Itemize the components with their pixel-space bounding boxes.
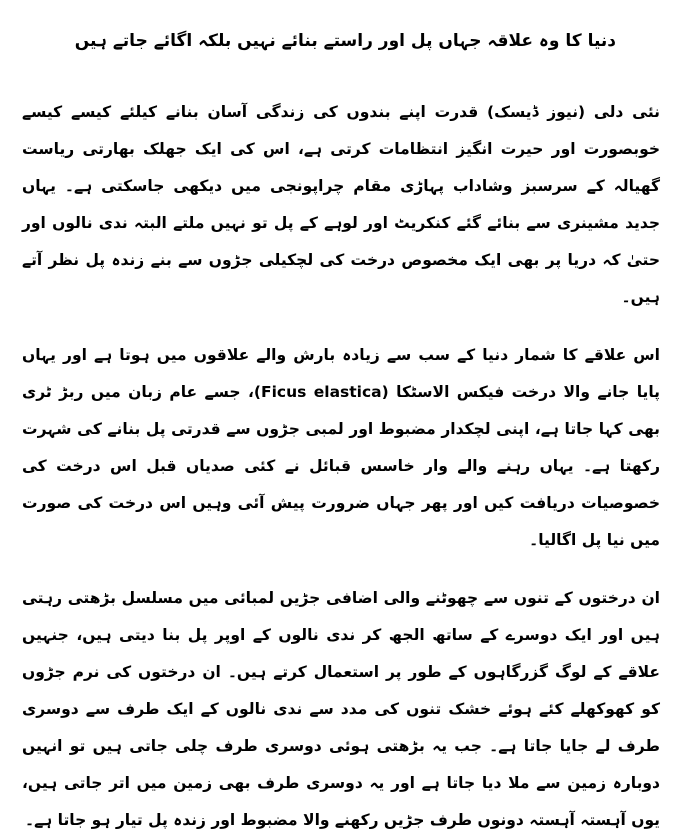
article-paragraph-3: ان درختوں کے تنوں سے چھوٹنے والی اضافی جڑیں لمبائی میں مسلسل بڑھتی رہتی ہیں اور ایک دوسرے کے ساتھ الجھ کر ندی نالوں کے اوپر پل بنا دیتی ہیں، جنہیں علاقے کے لوگ گزرگاہوں کے طور پر استعمال کرتے ہیں۔ ان درختوں کی نرم جڑوں کو کھوکھلے کئے ہوئے خشک تنوں کی مدد سے ندی نالوں کے ایک طرف سے دوسری طرف لے جایا جاتا ہے۔ جب یہ بڑھتی ہوئی دوسری طرف چلی جاتی ہیں تو انہیں دوبارہ زمین سے ملا دیا جاتا ہے اور یہ دوسری طرف بھی زمین میں اتر جاتی ہیں، یوں آہستہ آہستہ دونوں طرف جڑیں رکھنے والا مضبوط اور زندہ پل تیار ہو جاتا ہے۔ bbox=[22, 589, 660, 829]
article-paragraph-2: اس علاقے کا شمار دنیا کے سب سے زیادہ بارش والے علاقوں میں ہوتا ہے اور یہاں پایا جانے والا درخت فیکس الاسٹکا (Ficus elastica)، جسے عام زبان میں ربڑ ٹری بھی کہا جاتا ہے، اپنی لچکدار مضبوط اور لمبی جڑوں سے قدرتی پل بنانے کی شہرت رکھتا ہے۔ یہاں رہنے والے وار خاسس قبائل نے کئی صدیاں قبل اس درخت کی خصوصیات دریافت کیں اور پھر جہاں ضرورت پیش آئی وہیں اس درخت کی صورت میں نیا پل اگالیا۔ bbox=[22, 346, 660, 549]
article-title: دنیا کا وہ علاقہ جہاں پل اور راستے بنائے نہیں بلکہ اگائے جاتے ہیں bbox=[74, 31, 616, 51]
article-paragraph-1: نئی دلی (نیوز ڈیسک) قدرت اپنے بندوں کی زندگی آسان بنانے کیلئے کیسے کیسے خوبصورت اور حیرت انگیز انتظامات کرتی ہے، اس کی ایک جھلک بھارتی ریاست گھیالہ کے سرسبز وشاداب پہاڑی مقام چراپونجی میں دیکھی جاسکتی ہے۔ یہاں جدید مشینری سے بنائے گئے کنکریٹ اور لوہے کے پل تو نہیں ملتے البتہ ندی نالوں اور حتیٰ کہ دریا پر بھی ایک مخصوص درخت کی لچکیلی جڑوں سے بنے زندہ پل نظر آتے ہیں۔ bbox=[22, 103, 660, 306]
